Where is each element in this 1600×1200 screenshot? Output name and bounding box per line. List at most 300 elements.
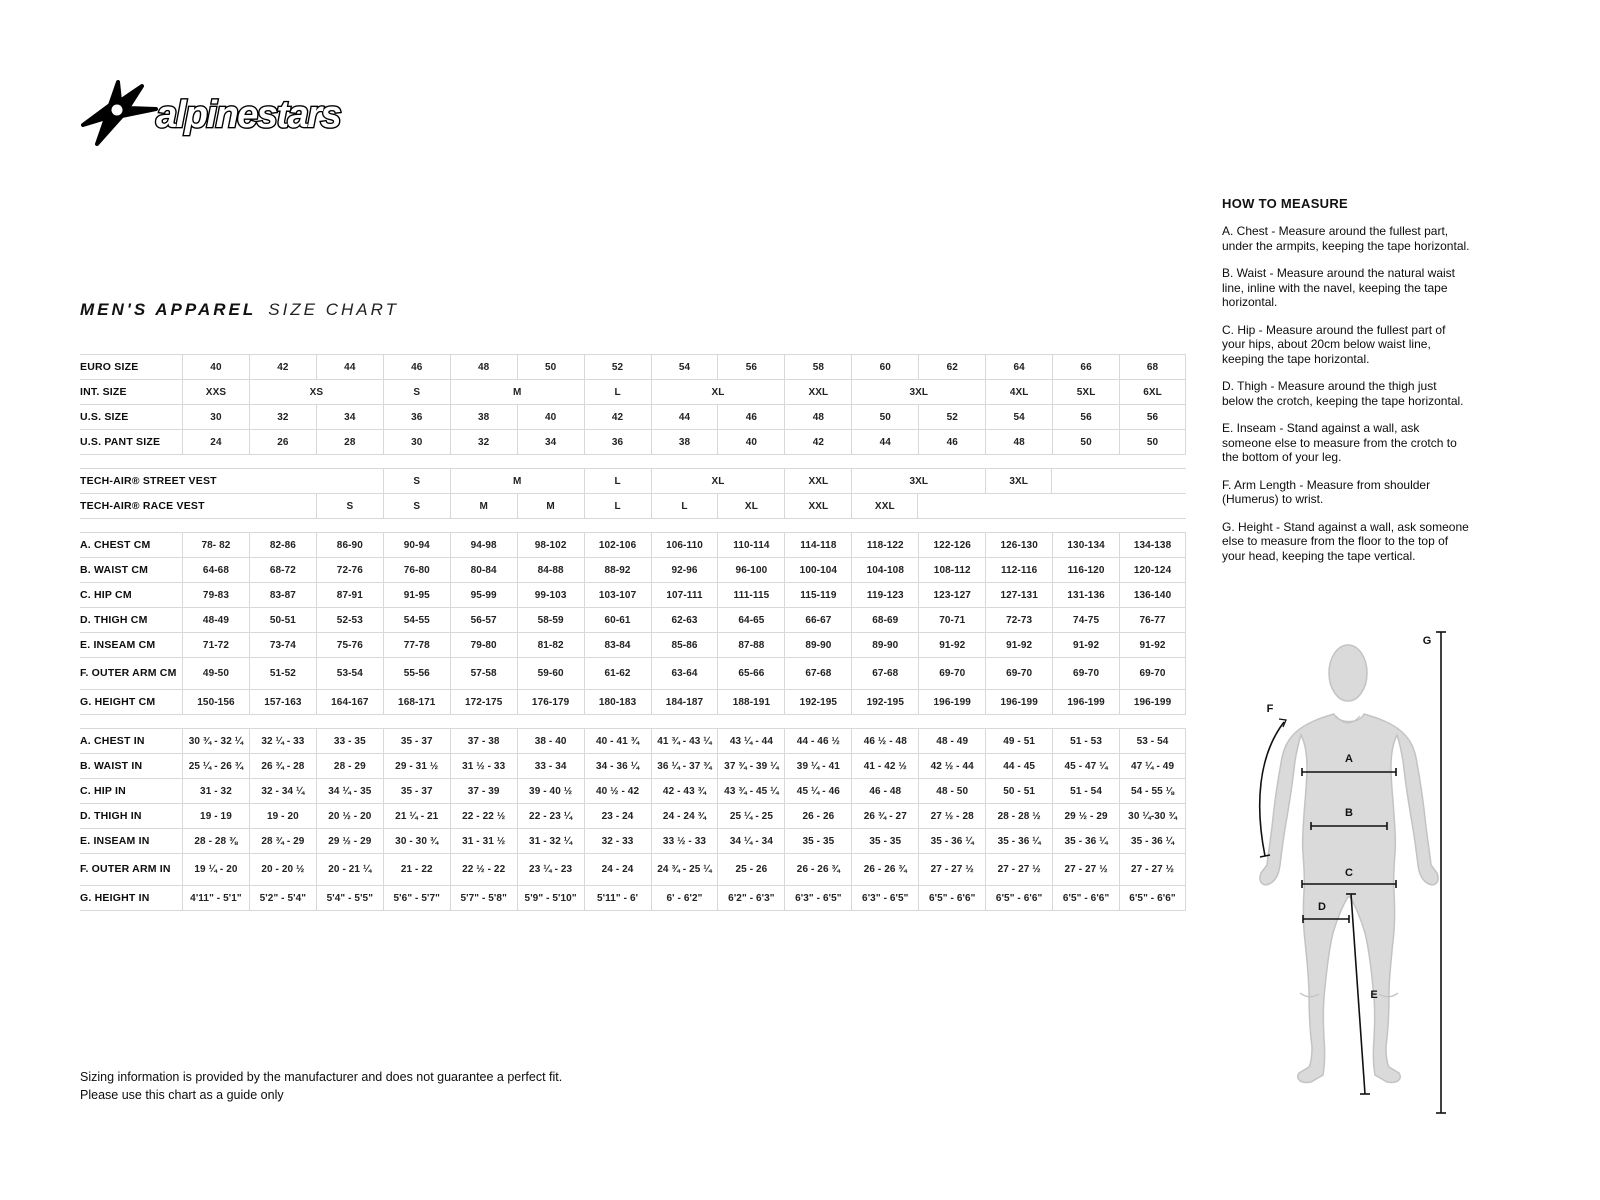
body-measurement-figure: [1248, 626, 1458, 1126]
table-cell: 69-70: [1119, 658, 1186, 689]
table-cell: 26: [249, 430, 316, 454]
table-cell: 63-64: [651, 658, 718, 689]
measure-instruction: B. Waist - Measure around the natural waist line, inline with the navel, keeping the tape horizontal.: [1222, 266, 1455, 309]
table-cell: 110-114: [717, 533, 784, 557]
table-cell: 4XL: [985, 380, 1052, 404]
table-cell: 24: [182, 430, 249, 454]
table-cell: 51-52: [249, 658, 316, 689]
table-cell: 126-130: [985, 533, 1052, 557]
table-cell: XL: [651, 380, 785, 404]
table-cell: 6' - 6'2": [651, 886, 718, 910]
table-cell: 107-111: [651, 583, 718, 607]
table-cell: 42: [784, 430, 851, 454]
table-cell: 6'3" - 6'5": [784, 886, 851, 910]
table-cell: 5'11" - 6': [584, 886, 651, 910]
table-cell: 32: [450, 430, 517, 454]
row-label: C. HIP IN: [80, 784, 126, 797]
table-cell: 91-92: [1119, 633, 1186, 657]
measure-instruction: E. Inseam - Stand against a wall, ask someone else to measure from the crotch to the bottom of your leg.: [1222, 421, 1457, 464]
table-cell: 37 ¾ - 39 ¼: [717, 754, 784, 778]
table-cell: 37 - 39: [450, 779, 517, 803]
table-row: [80, 533, 1186, 558]
row-label: C. HIP CM: [80, 588, 132, 601]
table-cell: 40 ½ - 42: [584, 779, 651, 803]
row-label: B. WAIST CM: [80, 563, 149, 576]
table-cell: 68: [1119, 355, 1186, 379]
table-cell: 50-51: [249, 608, 316, 632]
table-cell: 25 - 26: [717, 854, 784, 885]
table-cell: 32 - 34 ¼: [249, 779, 316, 803]
table-cell: 67-68: [784, 658, 851, 689]
table-cell: 47 ¼ - 49: [1119, 754, 1186, 778]
table-cell: 20 ½ - 20: [316, 804, 383, 828]
table-cell: 85-86: [651, 633, 718, 657]
table-cell: L: [651, 494, 718, 518]
table-cell: XS: [249, 380, 383, 404]
size-table: [80, 354, 1186, 911]
table-cell: 34 ¼ - 35: [316, 779, 383, 803]
table-row: [80, 494, 1186, 519]
row-label: D. THIGH CM: [80, 613, 148, 626]
table-cell: 130-134: [1052, 533, 1119, 557]
table-cell: 31 - 31 ½: [450, 829, 517, 853]
table-cell: 36 ¼ - 37 ¾: [651, 754, 718, 778]
table-cell: 69-70: [985, 658, 1052, 689]
table-cell: 49 - 51: [985, 729, 1052, 753]
table-cell: 28 - 28 ½: [985, 804, 1052, 828]
table-cell: 111-115: [717, 583, 784, 607]
disclaimer-line-1: Sizing information is provided by the manufacturer and does not guarantee a perfect fit.: [80, 1070, 563, 1084]
table-row: [80, 690, 1186, 715]
table-cell: 80-84: [450, 558, 517, 582]
table-cell: 5'7" - 5'8": [450, 886, 517, 910]
table-cell: 46: [918, 430, 985, 454]
table-cell: 41 ¾ - 43 ¼: [651, 729, 718, 753]
table-cell: 56: [1119, 405, 1186, 429]
table-cell: 31 - 32 ¼: [517, 829, 584, 853]
table-block-sizes: [80, 354, 1186, 455]
table-cell: 65-66: [717, 658, 784, 689]
table-cell: 34: [517, 430, 584, 454]
table-cell: 58-59: [517, 608, 584, 632]
table-cell: 123-127: [918, 583, 985, 607]
table-cell: 48: [450, 355, 517, 379]
measure-instruction: C. Hip - Measure around the fullest part of your hips, about 20cm below waist line, keeping the tape horizontal.: [1222, 322, 1446, 366]
table-cell: 30: [182, 405, 249, 429]
table-row: [80, 608, 1186, 633]
table-cell: 42 ½ - 44: [918, 754, 985, 778]
empty-cell: [1119, 469, 1186, 493]
table-cell: 77-78: [383, 633, 450, 657]
table-row: [80, 804, 1186, 829]
table-cell: 86-90: [316, 533, 383, 557]
table-cell: 66-67: [784, 608, 851, 632]
table-cell: 35 - 35: [851, 829, 918, 853]
table-cell: 19 - 20: [249, 804, 316, 828]
table-cell: 83-87: [249, 583, 316, 607]
how-to-measure-list: [1222, 224, 1470, 563]
table-cell: 50: [851, 405, 918, 429]
table-cell: 192-195: [851, 690, 918, 714]
table-cell: 27 - 27 ½: [985, 854, 1052, 885]
row-label: F. OUTER ARM IN: [80, 863, 171, 876]
table-cell: 78- 82: [182, 533, 249, 557]
table-cell: XL: [651, 469, 785, 493]
disclaimer: [80, 1068, 562, 1104]
table-cell: 19 ¼ - 20: [182, 854, 249, 885]
table-cell: 26 - 26 ¾: [784, 854, 851, 885]
table-cell: 196-199: [1119, 690, 1186, 714]
table-cell: 39 ¼ - 41: [784, 754, 851, 778]
table-cell: 119-123: [851, 583, 918, 607]
empty-cell: [1052, 469, 1119, 493]
table-cell: 22 ½ - 22: [450, 854, 517, 885]
table-cell: 196-199: [1052, 690, 1119, 714]
table-cell: 60: [851, 355, 918, 379]
row-label: INT. SIZE: [80, 385, 127, 398]
table-cell: 116-120: [1052, 558, 1119, 582]
table-cell: 6'2" - 6'3": [717, 886, 784, 910]
page-title: [80, 300, 399, 320]
table-cell: S: [383, 380, 450, 404]
table-cell: 70-71: [918, 608, 985, 632]
row-label: TECH-AIR® RACE VEST: [80, 499, 205, 512]
table-cell: 54-55: [383, 608, 450, 632]
table-cell: 71-72: [182, 633, 249, 657]
measure-instruction: D. Thigh - Measure around the thigh just below the crotch, keeping the tape horizontal.: [1222, 379, 1464, 408]
table-row: [80, 854, 1186, 886]
table-cell: 42: [249, 355, 316, 379]
table-cell: 68-69: [851, 608, 918, 632]
table-row: [80, 583, 1186, 608]
row-label: B. WAIST IN: [80, 759, 143, 772]
table-cell: 115-119: [784, 583, 851, 607]
table-cell: 21 ¼ - 21: [383, 804, 450, 828]
table-cell: 28 - 28 ⅜: [182, 829, 249, 853]
table-row: [80, 558, 1186, 583]
table-cell: 30 ¾ - 32 ¼: [182, 729, 249, 753]
table-cell: 34 ¼ - 34: [717, 829, 784, 853]
table-cell: 45 ¼ - 46: [784, 779, 851, 803]
table-cell: M: [450, 494, 517, 518]
table-cell: 35 - 35: [784, 829, 851, 853]
table-cell: 99-103: [517, 583, 584, 607]
table-row: [80, 380, 1186, 405]
table-cell: 35 - 36 ¼: [1119, 829, 1186, 853]
table-cell: 48-49: [182, 608, 249, 632]
table-cell: 39 - 40 ½: [517, 779, 584, 803]
table-cell: 51 - 54: [1052, 779, 1119, 803]
table-row: [80, 754, 1186, 779]
table-cell: 49-50: [182, 658, 249, 689]
table-cell: 5'6" - 5'7": [383, 886, 450, 910]
table-cell: 32 - 33: [584, 829, 651, 853]
table-cell: 100-104: [784, 558, 851, 582]
table-cell: 62-63: [651, 608, 718, 632]
table-cell: 33 - 35: [316, 729, 383, 753]
table-cell: 83-84: [584, 633, 651, 657]
table-cell: S: [316, 494, 383, 518]
table-cell: 108-112: [918, 558, 985, 582]
table-cell: 26 ¾ - 28: [249, 754, 316, 778]
table-cell: 120-124: [1119, 558, 1186, 582]
table-cell: 52: [918, 405, 985, 429]
table-cell: M: [517, 494, 584, 518]
table-cell: 79-80: [450, 633, 517, 657]
row-label: E. INSEAM IN: [80, 834, 150, 847]
table-cell: 28: [316, 430, 383, 454]
table-cell: 44: [316, 355, 383, 379]
table-cell: 46: [717, 405, 784, 429]
table-cell: 40: [717, 430, 784, 454]
table-cell: 26 - 26 ¾: [851, 854, 918, 885]
table-cell: XXL: [784, 380, 851, 404]
body-silhouette: [1260, 645, 1438, 1082]
table-cell: 60-61: [584, 608, 651, 632]
table-cell: 196-199: [918, 690, 985, 714]
table-cell: 192-195: [784, 690, 851, 714]
table-cell: S: [383, 469, 450, 493]
table-cell: 94-98: [450, 533, 517, 557]
table-cell: 43 ¾ - 45 ¼: [717, 779, 784, 803]
table-cell: 157-163: [249, 690, 316, 714]
table-cell: 134-138: [1119, 533, 1186, 557]
table-cell: 104-108: [851, 558, 918, 582]
table-cell: 34 - 36 ¼: [584, 754, 651, 778]
table-cell: 29 ½ - 29: [1052, 804, 1119, 828]
table-cell: 25 ¼ - 25: [717, 804, 784, 828]
table-cell: 27 - 27 ½: [1119, 854, 1186, 885]
table-cell: 5XL: [1052, 380, 1119, 404]
table-cell: 79-83: [182, 583, 249, 607]
table-cell: L: [584, 469, 651, 493]
table-cell: 46 ½ - 48: [851, 729, 918, 753]
table-cell: 91-92: [1052, 633, 1119, 657]
alpinestars-wordmark: alpinestars: [156, 94, 341, 136]
table-cell: 91-95: [383, 583, 450, 607]
table-cell: 27 - 27 ½: [918, 854, 985, 885]
table-cell: 6'5" - 6'6": [1119, 886, 1186, 910]
table-cell: 46: [383, 355, 450, 379]
row-label: G. HEIGHT CM: [80, 695, 156, 708]
table-row: [80, 430, 1186, 455]
table-cell: 33 - 34: [517, 754, 584, 778]
table-cell: 36: [383, 405, 450, 429]
table-cell: 29 - 31 ½: [383, 754, 450, 778]
table-cell: 44: [651, 405, 718, 429]
table-cell: 40: [182, 355, 249, 379]
table-cell: 48 - 50: [918, 779, 985, 803]
table-cell: 32 ¼ - 33: [249, 729, 316, 753]
row-label: D. THIGH IN: [80, 809, 142, 822]
table-cell: 28 ¾ - 29: [249, 829, 316, 853]
table-cell: 164-167: [316, 690, 383, 714]
table-cell: 41 - 42 ½: [851, 754, 918, 778]
table-cell: 82-86: [249, 533, 316, 557]
label-chest: A: [1345, 753, 1353, 765]
table-cell: 106-110: [651, 533, 718, 557]
table-cell: 36: [584, 430, 651, 454]
table-block-in: [80, 728, 1186, 911]
row-label: G. HEIGHT IN: [80, 891, 150, 904]
row-label: E. INSEAM CM: [80, 638, 156, 651]
table-cell: 32: [249, 405, 316, 429]
table-cell: 6'5" - 6'6": [985, 886, 1052, 910]
table-cell: 118-122: [851, 533, 918, 557]
table-cell: 44: [851, 430, 918, 454]
table-row: [80, 405, 1186, 430]
table-cell: 76-80: [383, 558, 450, 582]
table-cell: 24 - 24 ¾: [651, 804, 718, 828]
table-cell: 66: [1052, 355, 1119, 379]
table-row: [80, 469, 1186, 494]
row-label: A. CHEST IN: [80, 734, 145, 747]
table-cell: 21 - 22: [383, 854, 450, 885]
table-cell: 38 - 40: [517, 729, 584, 753]
table-cell: 3XL: [985, 469, 1052, 493]
table-cell: 27 - 27 ½: [1052, 854, 1119, 885]
table-cell: 74-75: [1052, 608, 1119, 632]
table-cell: 50: [1052, 430, 1119, 454]
table-cell: 20 - 21 ¼: [316, 854, 383, 885]
alpinestars-star-icon: [83, 82, 156, 144]
label-height: G: [1422, 635, 1432, 647]
table-cell: 40 - 41 ¾: [584, 729, 651, 753]
table-row: [80, 886, 1186, 911]
table-cell: 26 ¾ - 27: [851, 804, 918, 828]
table-cell: 73-74: [249, 633, 316, 657]
table-cell: 6'3" - 6'5": [851, 886, 918, 910]
table-cell: 172-175: [450, 690, 517, 714]
table-cell: 89-90: [851, 633, 918, 657]
label-inseam: E: [1370, 989, 1378, 1001]
table-cell: 61-62: [584, 658, 651, 689]
measure-instruction: A. Chest - Measure around the fullest part, under the armpits, keeping the tape horizontal.: [1222, 224, 1470, 253]
table-cell: 122-126: [918, 533, 985, 557]
table-cell: 4'11" - 5'1": [182, 886, 249, 910]
table-cell: 31 - 32: [182, 779, 249, 803]
table-cell: 90-94: [383, 533, 450, 557]
table-cell: 37 - 38: [450, 729, 517, 753]
table-cell: 38: [450, 405, 517, 429]
label-waist: B: [1345, 807, 1353, 819]
table-cell: 5'2" - 5'4": [249, 886, 316, 910]
table-cell: 3XL: [851, 380, 985, 404]
table-cell: 52-53: [316, 608, 383, 632]
table-cell: 91-92: [985, 633, 1052, 657]
table-cell: 64: [985, 355, 1052, 379]
table-cell: 23 - 24: [584, 804, 651, 828]
table-cell: 35 - 36 ¼: [985, 829, 1052, 853]
table-cell: 25 ¼ - 26 ¾: [182, 754, 249, 778]
table-cell: 84-88: [517, 558, 584, 582]
table-cell: 112-116: [985, 558, 1052, 582]
table-cell: 76-77: [1119, 608, 1186, 632]
table-cell: 69-70: [1052, 658, 1119, 689]
table-cell: 23 ¼ - 23: [517, 854, 584, 885]
table-cell: 96-100: [717, 558, 784, 582]
row-label: EURO SIZE: [80, 360, 139, 373]
table-cell: 53-54: [316, 658, 383, 689]
table-cell: 87-91: [316, 583, 383, 607]
table-cell: 35 - 37: [383, 779, 450, 803]
label-arm-length: F: [1266, 703, 1274, 715]
table-cell: 136-140: [1119, 583, 1186, 607]
table-cell: 54: [985, 405, 1052, 429]
table-cell: 62: [918, 355, 985, 379]
row-label: A. CHEST CM: [80, 538, 151, 551]
table-cell: 6XL: [1119, 380, 1186, 404]
table-cell: 42 - 43 ¾: [651, 779, 718, 803]
table-cell: 42: [584, 405, 651, 429]
table-cell: 92-96: [651, 558, 718, 582]
table-cell: 5'4" - 5'5": [316, 886, 383, 910]
row-label: F. OUTER ARM CM: [80, 667, 177, 680]
table-cell: 72-73: [985, 608, 1052, 632]
table-cell: 180-183: [584, 690, 651, 714]
table-cell: 22 - 22 ½: [450, 804, 517, 828]
table-cell: 176-179: [517, 690, 584, 714]
table-cell: 31 ½ - 33: [450, 754, 517, 778]
table-cell: 67-68: [851, 658, 918, 689]
table-cell: 91-92: [918, 633, 985, 657]
table-cell: 98-102: [517, 533, 584, 557]
table-cell: 50 - 51: [985, 779, 1052, 803]
table-cell: 56-57: [450, 608, 517, 632]
table-cell: 46 - 48: [851, 779, 918, 803]
table-cell: 19 - 19: [182, 804, 249, 828]
table-cell: 56: [1052, 405, 1119, 429]
table-cell: 35 - 36 ¼: [918, 829, 985, 853]
table-cell: 69-70: [918, 658, 985, 689]
row-label: U.S. PANT SIZE: [80, 435, 161, 448]
table-row: [80, 633, 1186, 658]
table-cell: 54 - 55 ⅛: [1119, 779, 1186, 803]
table-cell: 6'5" - 6'6": [918, 886, 985, 910]
table-cell: 26 - 26: [784, 804, 851, 828]
table-cell: 68-72: [249, 558, 316, 582]
table-cell: 55-56: [383, 658, 450, 689]
table-row: [80, 779, 1186, 804]
table-cell: 30 ¼-30 ¾: [1119, 804, 1186, 828]
table-cell: 48: [784, 405, 851, 429]
page-title-bold: MEN'S APPAREL: [80, 300, 257, 319]
table-cell: 95-99: [450, 583, 517, 607]
table-cell: 150-156: [182, 690, 249, 714]
table-cell: 45 - 47 ¼: [1052, 754, 1119, 778]
table-cell: 184-187: [651, 690, 718, 714]
table-cell: 102-106: [584, 533, 651, 557]
table-cell: 43 ¼ - 44: [717, 729, 784, 753]
table-cell: 24 ¾ - 25 ¼: [651, 854, 718, 885]
empty-cell: [918, 494, 1186, 518]
table-row: [80, 829, 1186, 854]
table-cell: 34: [316, 405, 383, 429]
table-cell: 81-82: [517, 633, 584, 657]
table-cell: XXL: [784, 494, 851, 518]
table-cell: XXL: [851, 494, 918, 518]
table-cell: 57-58: [450, 658, 517, 689]
table-cell: 48 - 49: [918, 729, 985, 753]
table-cell: 29 ½ - 29: [316, 829, 383, 853]
table-cell: 20 - 20 ½: [249, 854, 316, 885]
how-to-measure-section: [1222, 196, 1470, 563]
table-cell: 50: [517, 355, 584, 379]
label-thigh: D: [1318, 901, 1326, 913]
table-cell: 72-76: [316, 558, 383, 582]
table-cell: 64-65: [717, 608, 784, 632]
table-cell: 88-92: [584, 558, 651, 582]
